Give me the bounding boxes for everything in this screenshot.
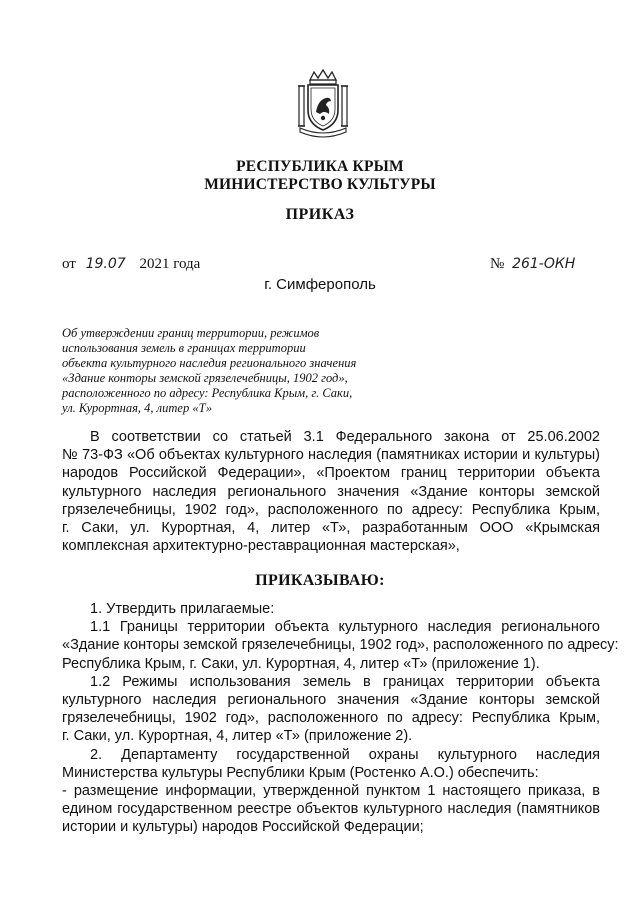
item-line: истории и культуры) народов Российской Федерации; [62, 819, 424, 836]
preamble-line: культурного наследия регионального значения «Здание конторы земской [62, 483, 600, 500]
org-line-republic: РЕСПУБЛИКА КРЫМ [236, 158, 404, 175]
item-line: Республика Крым, г. Саки, ул. Курортная, 4, литер «Т» (приложение 1). [62, 655, 540, 672]
item-line: «Здание конторы земской грязелечебницы, 1902 год», расположенного по адресу: [62, 637, 619, 654]
order-word-heading: ПРИКАЗЫВАЮ: [255, 572, 385, 589]
number-prefix: № [490, 256, 505, 272]
item-line: едином государственном реестре объектов культурного наследия (памятников [62, 801, 600, 818]
item-line: - размещение информации, утвержденной пунктом 1 настоящего приказа, в [62, 783, 600, 800]
subject-line: использования земель в границах территории [62, 341, 306, 355]
item-line: г. Саки, ул. Курортная, 4, литер «Т» (приложение 2). [62, 728, 413, 745]
item-line: 2. Департаменту государственной охраны культурного наследия [90, 746, 600, 763]
preamble-line: В соответствии со статьей 3.1 Федерального закона от 25.06.2002 [90, 429, 600, 445]
subject-line: ул. Курортная, 4, литер «Т» [62, 401, 213, 415]
subject-line: Об утверждении границ территории, режимов [62, 326, 320, 340]
order-items [62, 600, 619, 837]
date-year: 2021 года [139, 256, 201, 272]
item-line: 1.2 Режимы использования земель в границах территории объекта [90, 673, 600, 690]
date-prefix: от [62, 256, 76, 272]
preamble-line: комплексная архитектурно-реставрационная мастерская», [62, 538, 460, 555]
preamble-line: г. Саки, ул. Курортная, 4, литер «Т», разработанным ООО «Крымская [62, 520, 600, 537]
document-type-title: ПРИКАЗ [285, 206, 355, 223]
document-number [490, 256, 575, 273]
item-line: грязелечебницы, 1902 год», расположенного по адресу: Республика Крым, [62, 710, 600, 727]
date-handwritten: 19.07 [85, 256, 126, 272]
org-line-ministry: МИНИСТЕРСТВО КУЛЬТУРЫ [204, 176, 436, 193]
document-subject [62, 326, 362, 416]
number-handwritten: 261-ОКН [512, 256, 576, 272]
subject-line: «Здание конторы земской грязелечебницы, 1902 год», [62, 371, 348, 385]
item-line: 1. Утвердить прилагаемые: [90, 601, 275, 617]
preamble-paragraph [62, 428, 600, 555]
preamble-line: № 73-ФЗ «Об объектах культурного наследия (памятниках истории и культуры) [62, 447, 600, 464]
item-line: Министерства культуры Республики Крым (Ростенко А.О.) обеспечить: [62, 764, 539, 781]
coat-of-arms-emblem [296, 68, 350, 138]
document-date [62, 256, 200, 273]
item-line: культурного наследия регионального значения «Здание конторы земской [62, 692, 600, 709]
preamble-line: грязелечебницы, 1902 год», расположенного по адресу: Республика Крым, [62, 501, 600, 518]
document-city: г. Симферополь [264, 276, 376, 293]
subject-line: расположенного по адресу: Республика Крым, г. Саки, [62, 386, 353, 400]
item-line: 1.1 Границы территории объекта культурного наследия регионального [90, 619, 600, 636]
preamble-line: народов Российской Федерации», «Проектом границ территории объекта [62, 465, 600, 482]
subject-line: объекта культурного наследия регионального значения [62, 356, 357, 370]
